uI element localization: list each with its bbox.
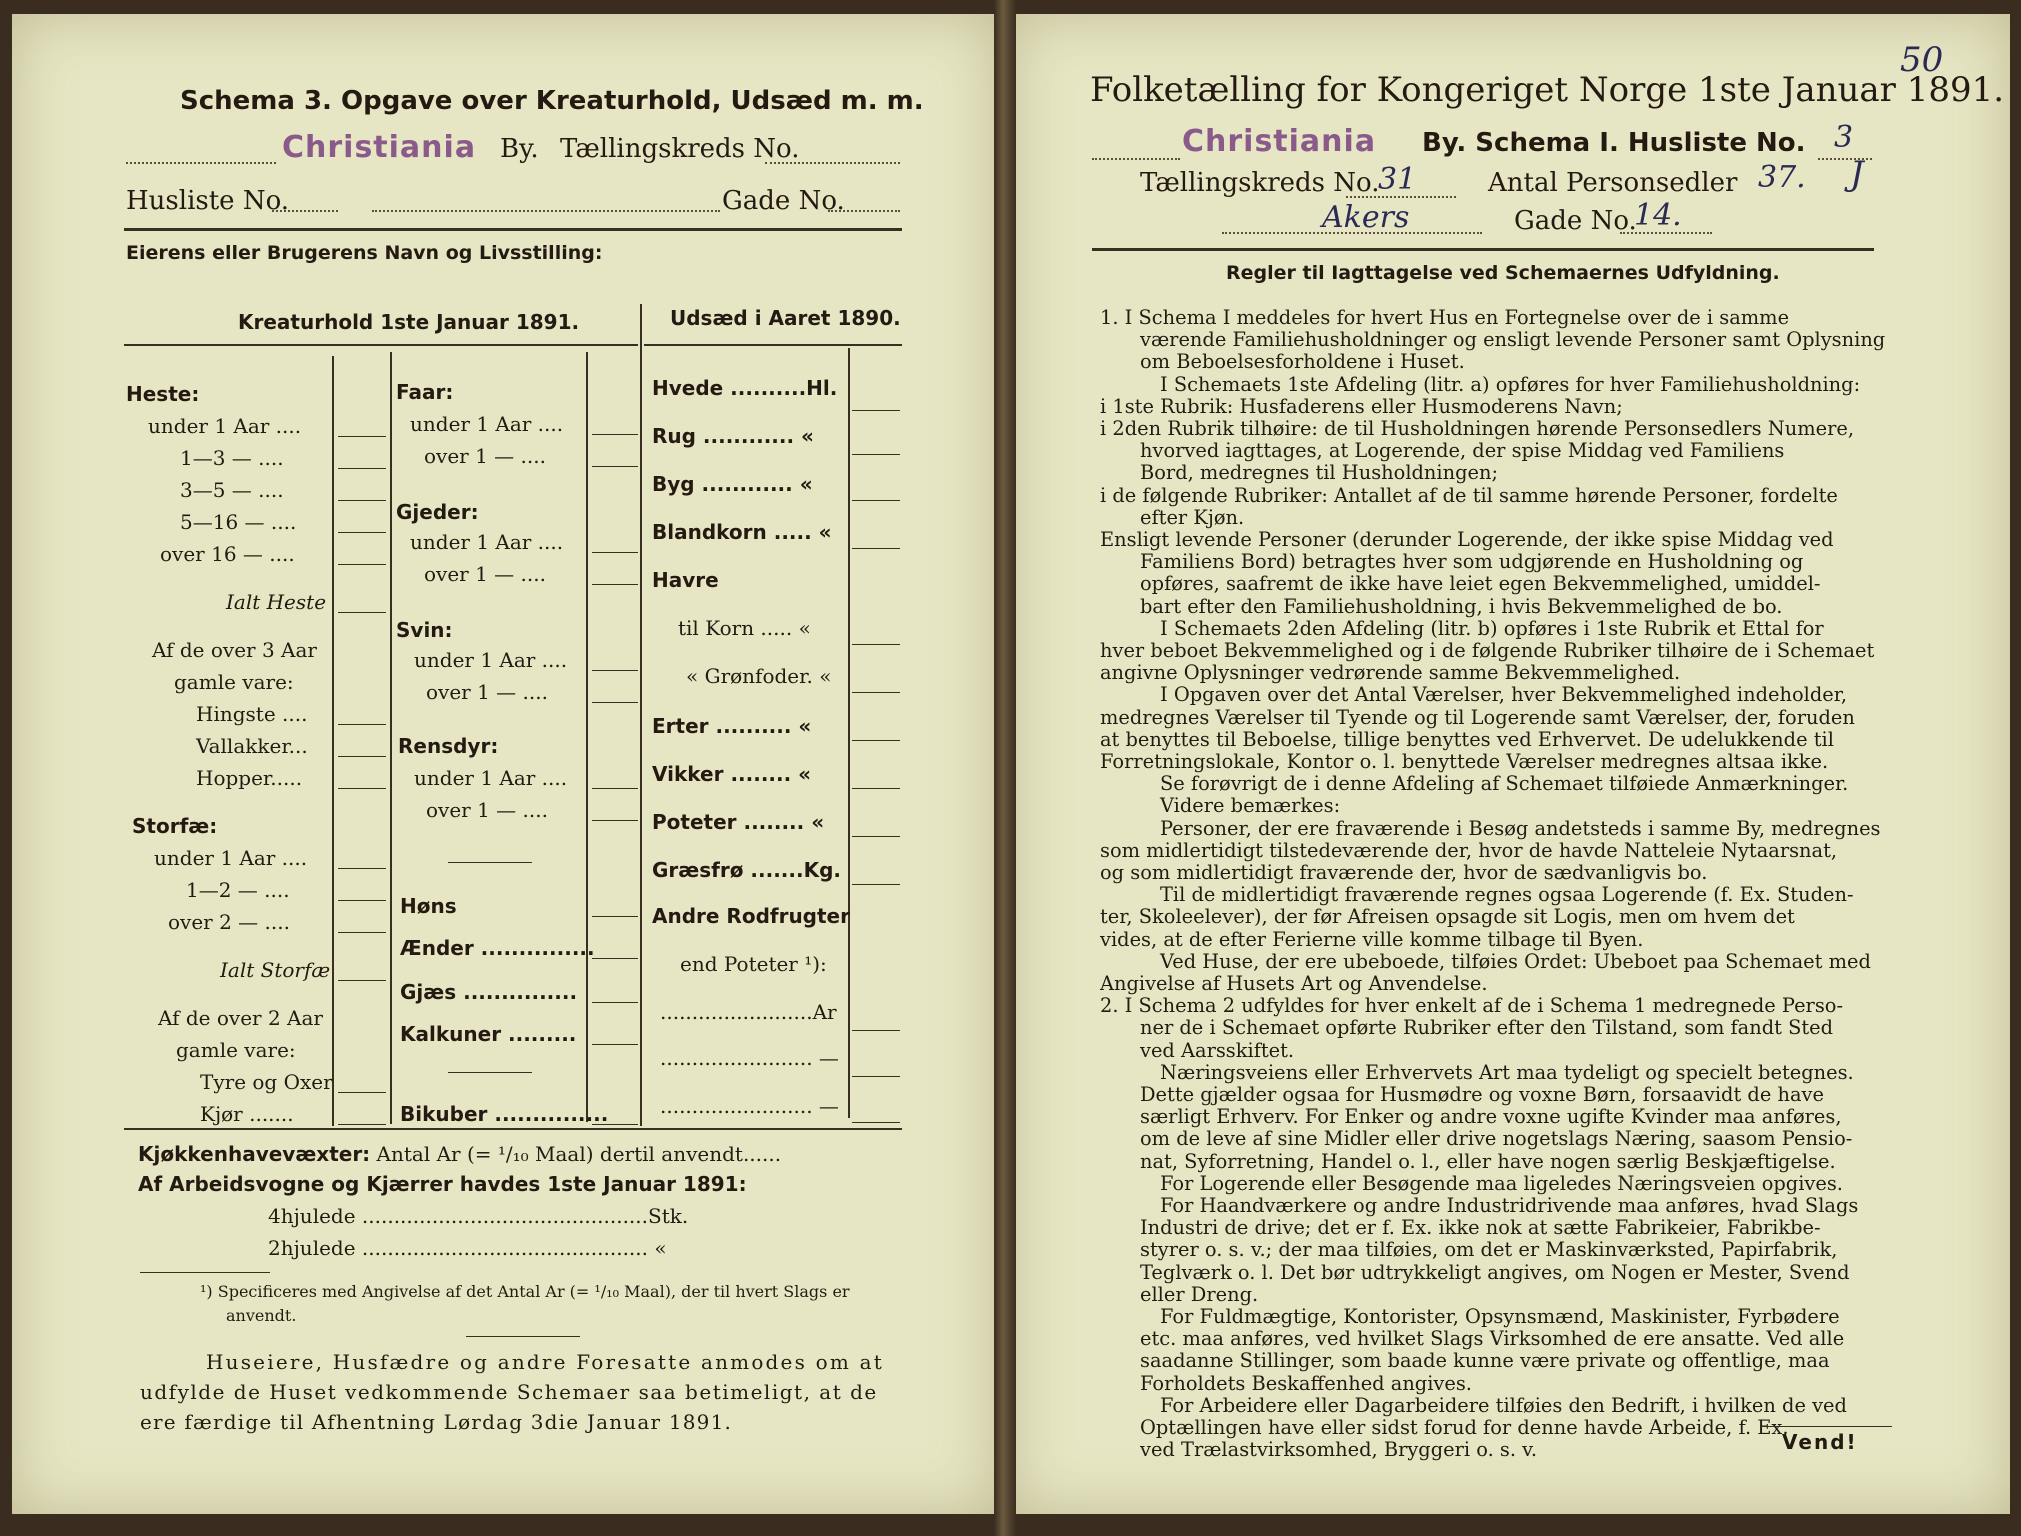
dotted-line	[1092, 158, 1180, 160]
notice-line: Huseiere, Husfædre og andre Foresatte anmodes om at	[206, 1350, 884, 1374]
notice-line: ere færdige til Afhentning Lørdag 3die Januar 1891.	[140, 1410, 733, 1434]
header-rule	[124, 228, 902, 231]
dotted-line	[126, 162, 276, 164]
col-kreaturhold-head: Kreaturhold 1ste Januar 1891.	[238, 310, 580, 334]
entry-line	[852, 740, 900, 741]
crop-label: ........................Ar	[660, 1000, 837, 1024]
rule-line: særligt Erhverv. For Enker og andre voxne ugifte Kvinder maa anføres,	[1140, 1105, 1842, 1129]
rule-line: vides, at de efter Ferierne ville komme tilbage til Byen.	[1100, 927, 1644, 951]
rule-line: Se forøvrigt de i denne Afdeling af Schemaet tilføiede Anmærkninger.	[1160, 772, 1849, 796]
rule-line: Videre bemærkes:	[1160, 794, 1341, 818]
entry-line	[592, 820, 638, 821]
left-title: Schema 3. Opgave over Kreaturhold, Udsæd m. m.	[180, 86, 924, 116]
faar-label: Faar:	[396, 380, 454, 404]
crop-label: Havre	[652, 568, 719, 592]
crop-label: Rug ............ «	[652, 424, 814, 448]
rule-line: i de følgende Rubriker: Antallet af de til samme hørende Personer, fordelte	[1100, 483, 1838, 507]
row-label: 5—16 — ....	[180, 510, 297, 534]
left-husliste-label: Husliste No.	[126, 186, 290, 216]
kjokken-text: Antal Ar (= ¹/₁₀ Maal) dertil anvendt......	[370, 1142, 782, 1166]
entry-line	[852, 410, 900, 411]
rule-line: hvorved iagttages, at Logerende, der spise Middag ved Familiens	[1140, 439, 1785, 463]
kalkuner-label: Kalkuner .........	[400, 1022, 577, 1046]
row-label: Kjør .......	[200, 1102, 294, 1126]
rensdyr-label: Rensdyr:	[398, 734, 499, 758]
tk-label: Tællingskreds No.	[1140, 168, 1380, 198]
entry-line	[338, 724, 386, 725]
rule-line: ved Trælastvirksomhed, Bryggeri o. s. v.	[1140, 1438, 1537, 1462]
rule-line: For Haandværkere og andre Industridrivende maa anføres, hvad Slags	[1160, 1194, 1859, 1217]
rule-line: opføres, saafremt de ikke have leiet egen Bekvemmelighed, umiddel-	[1140, 572, 1821, 596]
entry-line	[852, 500, 900, 501]
row-label: 1—2 — ....	[186, 878, 290, 902]
rule-line: etc. maa anføres, ved hvilket Slags Virksomhed de ere ansatte. Ved alle	[1140, 1327, 1845, 1351]
separator	[466, 1336, 580, 1337]
header-rule	[1092, 248, 1874, 251]
rule-line: Forholdets Beskaffenhed angives.	[1140, 1371, 1472, 1395]
antal-no: 37.	[1758, 160, 1806, 195]
rule-line: i 1ste Rubrik: Husfaderens eller Husmoderens Navn;	[1100, 394, 1623, 418]
rule-line: i 2den Rubrik tilhøire: de til Husholdningen hørende Personsedlers Numere,	[1100, 417, 1854, 440]
entry-line	[592, 1124, 638, 1125]
rule-line: Dette gjælder ogsaa for Husmødre og voxne Børn, forsaavidt de have	[1140, 1083, 1824, 1106]
rule-line: Optællingen have eller sidst forud for denne havde Arbeide, f. Ex.	[1140, 1416, 1789, 1439]
hjul2-line: 2hjulede ............................................. «	[268, 1236, 667, 1260]
rule-line: som midlertidigt tilstedeværende der, hvor de havde Natteleie Nytaarsnat,	[1100, 838, 1838, 862]
row-label: Af de over 3 Aar	[152, 638, 317, 662]
entry-line	[338, 788, 386, 789]
entry-line	[338, 980, 386, 981]
entry-line	[852, 548, 900, 549]
rule-line: For Fuldmægtige, Kontorister, Opsynsmænd, Maskinister, Fyrbødere	[1160, 1305, 1840, 1328]
storfae-label: Storfæ:	[132, 814, 218, 838]
col-udsaed-head: Udsæd i Aaret 1890.	[670, 306, 901, 330]
row-label: under 1 Aar ....	[148, 414, 302, 438]
dotted-line	[828, 210, 900, 212]
row-label: Ialt Heste	[226, 590, 327, 614]
entry-line	[338, 564, 386, 565]
gade-label: Gade No.	[1514, 206, 1637, 236]
entry-line	[852, 644, 900, 645]
page-gutter	[994, 0, 1016, 1536]
entry-line	[338, 756, 386, 757]
separator	[448, 862, 532, 863]
vend-rule	[1760, 1426, 1892, 1427]
row-label: over 16 — ....	[160, 542, 295, 566]
entry-line	[338, 468, 386, 469]
entry-line	[852, 1122, 900, 1123]
divider	[640, 304, 642, 1126]
crop-label: ........................ —	[660, 1046, 839, 1070]
rule-line: Angivelse af Husets Art og Anvendelse.	[1100, 972, 1488, 995]
entry-line	[338, 932, 386, 933]
row-label: over 1 — ....	[426, 798, 548, 822]
bikuber-label: Bikuber ...............	[400, 1102, 609, 1126]
entry-line	[338, 900, 386, 901]
gade-no: 14.	[1634, 198, 1682, 233]
rule-line: angivne Oplysninger vedrørende samme Bekvemmelighed.	[1100, 661, 1681, 685]
crop-label: Græsfrø .......Kg.	[652, 858, 842, 882]
row-label: under 1 Aar ....	[410, 530, 564, 554]
rule-line: 1. I Schema I meddeles for hvert Hus en Fortegnelse over de i samme	[1100, 306, 1790, 329]
crop-label: « Grønfoder. «	[686, 664, 832, 688]
footnote-line: ¹) Specificeres med Angivelse af det Antal Ar (= ¹/₁₀ Maal), der til hvert Slags er	[200, 1282, 850, 1301]
rules-head: Regler til Iagttagelse ved Schemaernes Udfyldning.	[1226, 262, 1780, 284]
entry-line	[852, 1076, 900, 1077]
dotted-line	[1620, 232, 1712, 234]
row-label: over 1 — ....	[424, 444, 546, 468]
vend-label: Vend!	[1782, 1430, 1858, 1454]
crop-label: Hvede ..........Hl.	[652, 376, 838, 400]
rule-line: eller Dreng.	[1140, 1282, 1259, 1306]
gjeder-label: Gjeder:	[396, 500, 479, 524]
rule-line: Til de midlertidigt fraværende regnes ogsaa Logerende (f. Ex. Studen-	[1160, 883, 1854, 907]
entry-line	[592, 466, 638, 467]
row-label: over 1 — ....	[426, 680, 548, 704]
entry-line	[592, 584, 638, 585]
entry-line	[338, 532, 386, 533]
table-head-rule	[644, 344, 902, 346]
rule-line: efter Kjøn.	[1140, 505, 1245, 529]
row-label: under 1 Aar ....	[410, 412, 564, 436]
rule-line: Bord, medregnes til Husholdningen;	[1140, 461, 1499, 485]
crop-label: Andre Rodfrugter	[652, 904, 850, 928]
entry-line	[338, 868, 386, 869]
kjokken-label: Kjøkkenhavevæxter:	[138, 1142, 371, 1166]
page-number: 50	[1900, 40, 1944, 80]
entry-line	[338, 612, 386, 613]
crop-label: Blandkorn ..... «	[652, 520, 832, 544]
right-title: Folketælling for Kongeriget Norge 1ste Januar 1891.	[1090, 70, 2005, 110]
rule-line: værende Familiehusholdninger og ensligt levende Personer samt Oplysning	[1140, 328, 1886, 352]
rule-line: ter, Skoleelever), der før Afreisen opsagde sit Logis, men om hvem det	[1100, 905, 1795, 929]
rule-line: Familiens Bord) betragtes hver som udgjørende en Husholdning og	[1140, 550, 1804, 574]
row-label: under 1 Aar ....	[414, 766, 568, 790]
rule-line: og som midlertidigt fraværende der, hvor de sædvanligvis bo.	[1100, 861, 1708, 884]
entry-line	[852, 692, 900, 693]
rule-line: For Logerende eller Besøgende maa ligeledes Næringsveien opgives.	[1160, 1171, 1843, 1195]
arbeid-line: Af Arbeidsvogne og Kjærrer havdes 1ste Januar 1891:	[138, 1172, 747, 1196]
entry-line	[592, 434, 638, 435]
rule-line: at benyttes til Beboelse, tillige benyttes ved Erhvervet. De udelukkende til	[1100, 727, 1834, 751]
rule-line: I Opgaven over det Antal Værelser, hver Bekvemmelighed indeholder,	[1160, 683, 1848, 707]
table-head-rule	[124, 344, 638, 346]
entry-line	[592, 670, 638, 671]
entry-line	[592, 702, 638, 703]
row-label: Ialt Storfæ	[220, 958, 331, 982]
crop-label: til Korn ..... «	[678, 616, 811, 640]
row-label: over 2 — ....	[168, 910, 290, 934]
rule-line: om Beboelsesforholdene i Huset.	[1140, 350, 1465, 374]
entry-line	[592, 788, 638, 789]
rule-line: om de leve af sine Midler eller drive nogetslags Næring, saasom Pensio-	[1140, 1127, 1853, 1151]
aender-label: Ænder ...............	[400, 936, 595, 960]
entry-line	[592, 1044, 638, 1045]
entry-line	[852, 788, 900, 789]
dotted-line	[272, 210, 338, 212]
row-label: under 1 Aar ....	[154, 846, 308, 870]
hjul4-line: 4hjulede .............................................Stk.	[268, 1204, 689, 1228]
entry-line	[592, 958, 638, 959]
notice-line: udfylde de Huset vedkommende Schemaer saa betimeligt, at de	[140, 1380, 878, 1404]
dotted-line	[372, 210, 720, 212]
husliste-no: 3	[1834, 120, 1854, 155]
check-mark: J	[1850, 154, 1864, 194]
crop-label: Vikker ........ «	[652, 762, 812, 786]
rule-line: Industri de drive; det er f. Ex. ikke nok at sætte Fabrikeier, Fabrikbe-	[1140, 1216, 1821, 1240]
heste-label: Heste:	[126, 382, 200, 406]
row-label: over 1 — ....	[424, 562, 546, 586]
left-tk-label: Tællingskreds No.	[560, 134, 800, 164]
rule-line: Ensligt levende Personer (derunder Logerende, der ikke spise Middag ved	[1100, 528, 1834, 551]
rule-line: nat, Syforretning, Handel o. l., eller have nogen særlig Beskjæftigelse.	[1140, 1149, 1836, 1173]
table-bottom-rule	[124, 1128, 902, 1130]
entry-line	[592, 552, 638, 553]
left-gade-label: Gade No.	[722, 186, 845, 216]
row-label: 1—3 — ....	[180, 446, 284, 470]
row-label: Hopper.....	[196, 766, 303, 790]
divider	[332, 356, 334, 1126]
entry-line	[592, 1002, 638, 1003]
row-label: Hingste ....	[196, 702, 308, 726]
rule-line: For Arbeidere eller Dagarbeidere tilføies den Bedrift, i hvilken de ved	[1160, 1393, 1847, 1417]
rule-line: Personer, der ere fraværende i Besøg andetsteds i samme By, medregnes	[1160, 816, 1881, 840]
kjokken-line	[138, 1142, 781, 1166]
footnote-line: anvendt.	[226, 1306, 297, 1325]
rule-line: saadanne Stillinger, som baade kunne være private og offentlige, maa	[1140, 1349, 1830, 1373]
svin-label: Svin:	[396, 618, 453, 642]
row-label: Vallakker...	[196, 734, 308, 758]
row-label: Tyre og Oxer	[200, 1070, 333, 1094]
tk-no: 31	[1378, 162, 1417, 197]
separator	[448, 1072, 532, 1073]
entry-line	[338, 500, 386, 501]
rule-line: I Schemaets 2den Afdeling (litr. b) opføres i 1ste Rubrik et Ettal for	[1160, 616, 1824, 640]
left-city-stamp: Christiania	[282, 130, 477, 165]
rule-line: bart efter den Familiehusholdning, i hvis Bekvemmelighed de bo.	[1140, 594, 1783, 618]
rule-line: hver beboet Bekvemmelighed og i de følgende Rubriker tilhøire de i Schemaet	[1100, 639, 1875, 662]
entry-line	[592, 916, 638, 917]
dotted-line	[1346, 196, 1456, 198]
entry-line	[338, 436, 386, 437]
entry-line	[852, 836, 900, 837]
rule-line: I Schemaets 1ste Afdeling (litr. a) opføres for hver Familiehusholdning:	[1160, 372, 1861, 396]
rule-line: ved Aarsskiftet.	[1140, 1038, 1295, 1062]
divider	[586, 352, 588, 1122]
entry-line	[338, 1124, 386, 1125]
divider	[848, 348, 850, 1118]
rule-line: styrer o. s. v.; der maa tilføies, om det er Maskinværksted, Papirfabrik,	[1140, 1238, 1838, 1262]
row-label: 3—5 — ....	[180, 478, 284, 502]
rule-line: 2. I Schema 2 udfyldes for hver enkelt af de i Schema 1 medregnede Perso-	[1100, 994, 1844, 1018]
crop-label: Byg ............ «	[652, 472, 813, 496]
owner-label: Eierens eller Brugerens Navn og Livsstilling:	[126, 242, 603, 264]
entry-line	[852, 1030, 900, 1031]
row-label: gamle vare:	[176, 1038, 296, 1062]
rule-line: Næringsveiens eller Erhvervets Art maa tydeligt og specielt betegnes.	[1160, 1060, 1854, 1084]
dotted-line	[1222, 232, 1482, 234]
left-by-label: By.	[500, 134, 539, 164]
right-city-stamp: Christiania	[1182, 124, 1377, 159]
crop-label: ........................ —	[660, 1094, 839, 1118]
row-label: under 1 Aar ....	[414, 648, 568, 672]
crop-label: Erter .......... «	[652, 714, 812, 738]
entry-line	[852, 884, 900, 885]
street-name: Akers	[1322, 200, 1410, 235]
hons-label: Høns	[400, 894, 457, 918]
gjaes-label: Gjæs ...............	[400, 980, 578, 1004]
rule-line: medregnes Værelser til Tyende og til Logerende samt Værelser, der, foruden	[1100, 705, 1855, 729]
rule-line: Forretningslokale, Kontor o. l. benyttede Værelser medregnes altsaa ikke.	[1100, 750, 1829, 773]
rule-line: ner de i Schemaet opførte Rubriker efter den Tilstand, som fandt Sted	[1140, 1016, 1834, 1040]
schema-line: By. Schema I. Husliste No.	[1422, 128, 1806, 158]
entry-line	[338, 1092, 386, 1093]
dotted-line	[765, 162, 900, 164]
rule-line: Teglværk o. l. Det bør udtrykkeligt angives, om Nogen er Mester, Svend	[1140, 1260, 1850, 1284]
footnote-rule	[140, 1272, 270, 1273]
row-label: gamle vare:	[174, 670, 294, 694]
crop-label: Poteter ........ «	[652, 810, 825, 834]
crop-label: end Poteter ¹):	[680, 952, 827, 976]
rule-line: Ved Huse, der ere ubeboede, tilføies Ordet: Ubeboet paa Schemaet med	[1160, 949, 1871, 973]
divider	[390, 352, 392, 1124]
antal-label: Antal Personsedler	[1488, 168, 1738, 198]
entry-line	[852, 454, 900, 455]
row-label: Af de over 2 Aar	[158, 1006, 323, 1030]
